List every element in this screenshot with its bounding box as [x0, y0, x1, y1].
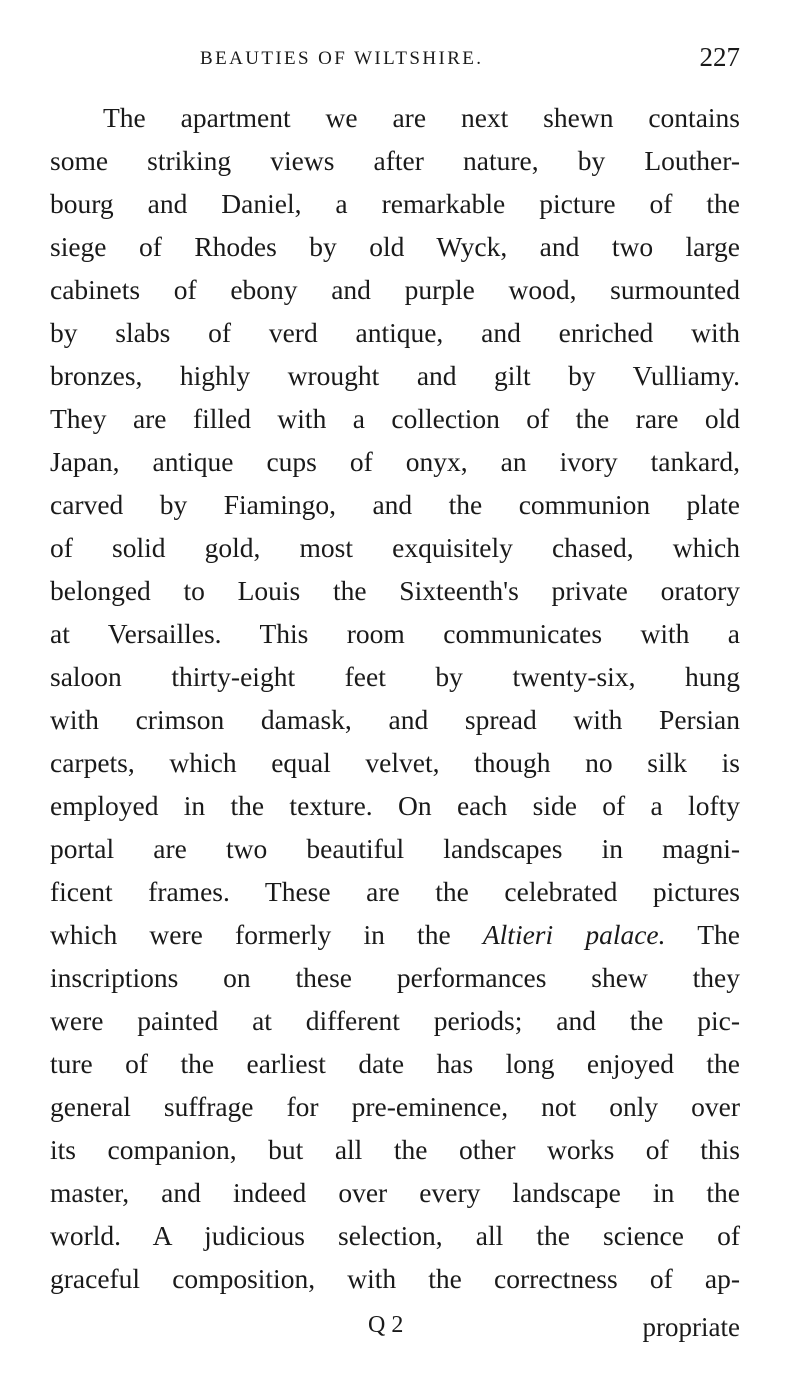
- text-segment: The: [665, 919, 740, 950]
- text-line: saloon thirty-eight feet by twenty-six, hung: [50, 661, 740, 692]
- text-line: with crimson damask, and spread with Persian: [50, 704, 740, 735]
- text-line: belonged to Louis the Sixteenth's private oratory: [50, 575, 740, 606]
- running-title: BEAUTIES OF WILTSHIRE.: [200, 48, 484, 69]
- body-text: [50, 96, 740, 1300]
- page-footer: [50, 1312, 740, 1352]
- text-line: master, and indeed over every landscape in the: [50, 1177, 740, 1208]
- text-line: carpets, which equal velvet, though no silk is: [50, 747, 740, 778]
- text-line: bronzes, highly wrought and gilt by Vulliamy.: [50, 360, 740, 391]
- text-line: [50, 913, 740, 956]
- text-line: were painted at different periods; and the pic-: [50, 1005, 740, 1036]
- catchword: propriate: [642, 1312, 740, 1342]
- text-line: employed in the texture. On each side of a lofty: [50, 790, 740, 821]
- text-line: ficent frames. These are the celebrated pictures: [50, 876, 740, 907]
- text-line: its companion, but all the other works of this: [50, 1134, 740, 1165]
- text-segment: which were formerly in the: [50, 919, 483, 950]
- text-line: carved by Fiamingo, and the communion plate: [50, 489, 740, 520]
- italic-place-name: Altieri palace.: [482, 919, 666, 950]
- text-line: graceful composition, with the correctness of ap-: [50, 1263, 740, 1294]
- text-line: inscriptions on these performances shew they: [50, 962, 740, 993]
- text-line: of solid gold, most exquisitely chased, which: [50, 532, 740, 563]
- text-line: bourg and Daniel, a remarkable picture of the: [50, 188, 740, 219]
- signature-mark: Q 2: [368, 1312, 404, 1338]
- text-line: world. A judicious selection, all the science of: [50, 1220, 740, 1251]
- page-number: 227: [699, 42, 740, 72]
- text-line: general suffrage for pre-eminence, not only over: [50, 1091, 740, 1122]
- running-header: [200, 42, 740, 78]
- text-line: The apartment we are next shewn contains: [103, 102, 740, 133]
- text-line: at Versailles. This room communicates with a: [50, 618, 740, 649]
- text-line: cabinets of ebony and purple wood, surmounted: [50, 274, 740, 305]
- text-line: by slabs of verd antique, and enriched with: [50, 317, 740, 348]
- text-line: portal are two beautiful landscapes in magni-: [50, 833, 740, 864]
- text-line: They are filled with a collection of the rare old: [50, 403, 740, 434]
- text-line: ture of the earliest date has long enjoyed the: [50, 1048, 740, 1079]
- text-line: Japan, antique cups of onyx, an ivory tankard,: [50, 446, 740, 477]
- text-line: siege of Rhodes by old Wyck, and two large: [50, 231, 740, 262]
- text-line: some striking views after nature, by Louther-: [50, 145, 740, 176]
